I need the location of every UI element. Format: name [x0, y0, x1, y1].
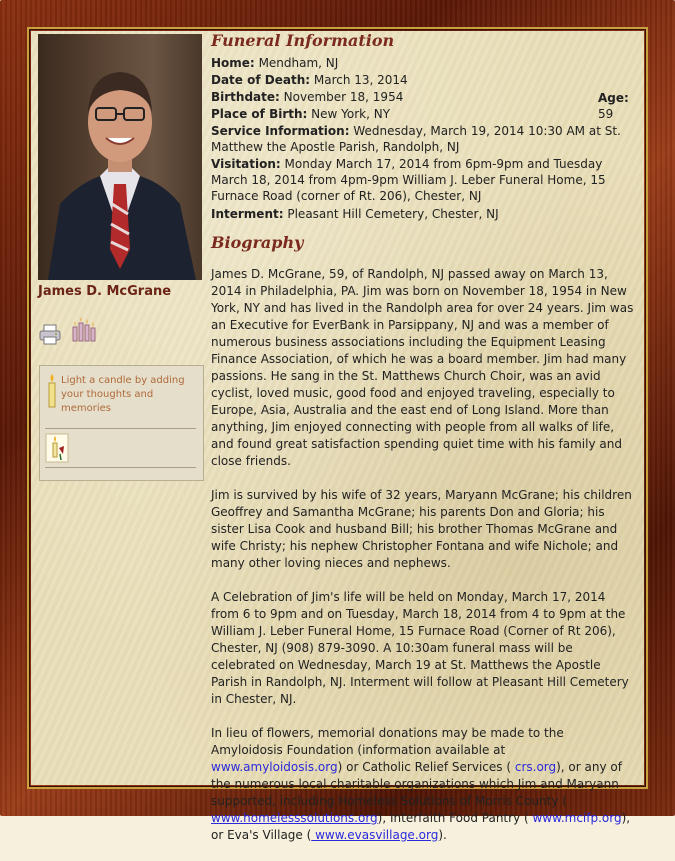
biography-heading: Biography [211, 233, 304, 252]
portrait-photo [38, 34, 202, 280]
printer-icon[interactable] [39, 323, 61, 345]
bio-text: ). [438, 828, 447, 842]
service-row [211, 123, 631, 155]
birthdate-value: November 18, 1954 [283, 90, 404, 104]
bio-paragraph: Jim is survived by his wife of 32 years, Maryann McGrane; his children Geoffrey and Samantha McGrane; his parents Don and Gloria; his sister Lisa Cook and husband Bill; his brother Thomas McGrane and wife Christy; his nephew Christopher Fontana and wife Nichole; and many other loving nieces and nephews. [211, 488, 632, 570]
birthdate-row [211, 89, 631, 105]
evas-village-link[interactable]: www.evasvillage.org [311, 828, 439, 842]
bio-text: ) or Catholic Relief Services ( [337, 760, 515, 774]
interment-value: Pleasant Hill Cemetery, Chester, NJ [287, 207, 499, 221]
funeral-info-heading: Funeral Information [211, 31, 395, 50]
interment-row [211, 206, 631, 222]
mcifp-link[interactable]: www.mcifp.org [532, 811, 622, 825]
candle-thumbnail-icon[interactable] [46, 434, 68, 462]
bio-text: ), or any of the numerous local charitable organizations which Jim and Maryann supported, including Homeless Solutions of Morris County ( [211, 760, 622, 808]
home-value: Mendham, NJ [258, 56, 339, 70]
visitation-label: Visitation: [211, 157, 281, 171]
bio-text: In lieu of flowers, memorial donations may be made to the Amyloidosis Foundation (information available at [211, 726, 564, 757]
person-name: James D. McGrane [38, 284, 172, 299]
parchment-panel [31, 31, 644, 842]
crs-link[interactable]: crs.org [514, 760, 557, 774]
bio-text: ), or Eva's Village ( [211, 811, 631, 842]
place-of-birth-row [211, 106, 631, 122]
candles-icon[interactable] [70, 317, 98, 343]
home-label: Home: [211, 56, 255, 70]
homeless-solutions-link[interactable]: www.homelesssolutions.org [211, 811, 378, 825]
divider [45, 467, 196, 468]
biography-text [211, 266, 637, 861]
bio-paragraph: James D. McGrane, 59, of Randolph, NJ passed away on March 13, 2014 in Philadelphia, PA. Jim was born on November 18, 1954 in New York, NY and has lived in the Randolph area for over 24 years. Jim was an Executive for EverBank in Parsippany, NJ and was a member of numerous business associations including the Equipment Leasing Finance Association, of which he was a board member. Jim had many passions. He sang in the St. Matthews Church Choir, was an avid cyclist, loved music, good food and enjoyed traveling, especially to Europe, Asia, Australia and the east end of Long Island. More than anything, Jim enjoyed connecting with people from all walks of life, and found great satisfaction spending quiet time with his family and close friends. [211, 267, 634, 468]
visitation-row [211, 156, 631, 204]
age-label: Age: [598, 91, 629, 105]
birthdate-label: Birthdate: [211, 90, 280, 104]
place-of-birth-label: Place of Birth: [211, 107, 308, 121]
service-value: Wednesday, March 19, 2014 10:30 AM at St. Matthew the Apostle Parish, Randolph, NJ [211, 124, 621, 154]
light-candle-link[interactable]: Light a candle by adding your thoughts and memories [61, 375, 185, 414]
interment-label: Interment: [211, 207, 284, 221]
date-of-death-value: March 13, 2014 [313, 73, 408, 87]
home-row [211, 55, 631, 71]
visitation-value: Monday March 17, 2014 from 6pm-9pm and Tuesday March 18, 2014 from 4pm-9pm William J. Leber Funeral Home, 15 Furnace Road (corner of Rt. 206), Chester, NJ [211, 157, 606, 203]
service-label: Service Information: [211, 124, 350, 138]
age-value: 59 [598, 107, 614, 121]
death-row [211, 72, 631, 88]
bio-paragraph-donations [211, 725, 637, 844]
place-of-birth-value: New York, NY [311, 107, 391, 121]
bio-text: ), Interfaith Food Pantry ( [377, 811, 533, 825]
light-candle-panel [39, 365, 204, 481]
amyloidosis-link[interactable]: www.amyloidosis.org [211, 760, 338, 774]
divider [45, 428, 196, 429]
bio-paragraph: A Celebration of Jim's life will be held on Monday, March 17, 2014 from 6 to 9pm and on Tuesday, March 18, 2014 from 4 to 9pm at the William J. Leber Funeral Home, 15 Furnace Road (Corner of Rt 206), Chester, NJ (908) 879-3090. A 10:30am funeral mass will be celebrated on Wednesday, March 19 at St. Matthews the Apostle Parish in Randolph, NJ. Interment will follow at Pleasant Hill Cemetery in Chester, NJ. [211, 590, 629, 706]
date-of-death-label: Date of Death: [211, 73, 311, 87]
